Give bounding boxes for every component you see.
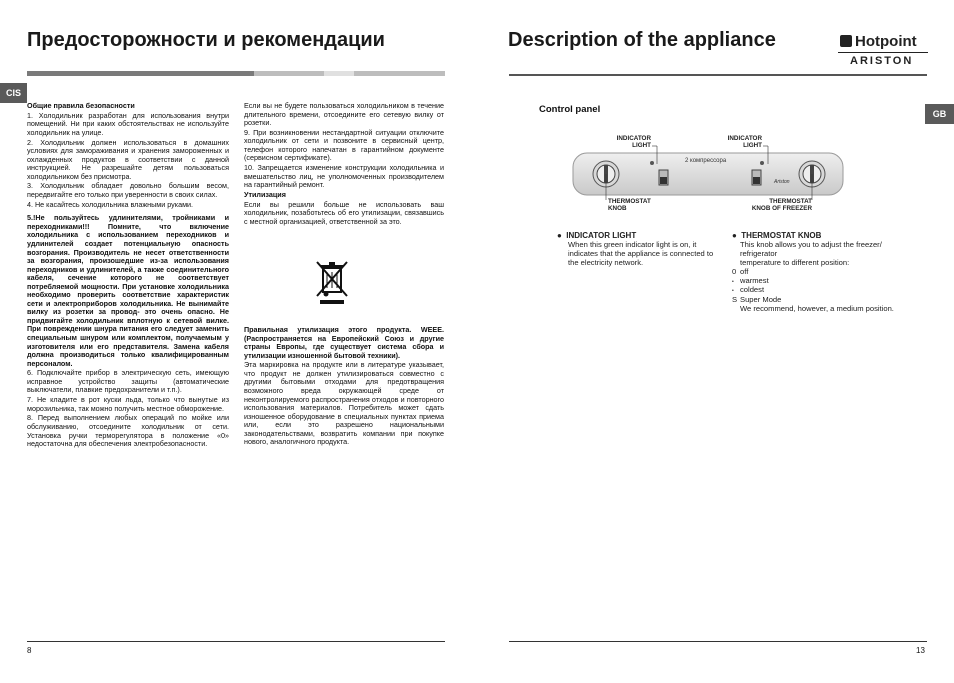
- safety-item-1: 1. Холодильник разработан для использования внутри помещений. Ни при каких обстоятельствах не используйте холодильник на улице.: [27, 110, 229, 137]
- thermostat-description: [732, 232, 932, 314]
- logo-brand: Hotpoint: [855, 33, 917, 50]
- cis-tab: CIS: [0, 83, 27, 103]
- safety-heading: Общие правила безопасности: [27, 101, 135, 110]
- option-row: 0 off: [732, 266, 749, 276]
- right-header-rule: [509, 74, 927, 76]
- option-row: • warmest: [732, 275, 769, 285]
- weee-section: [244, 326, 444, 448]
- left-page-title: Предосторожности и рекомендации: [27, 29, 385, 51]
- weee-bin-icon: [312, 258, 352, 306]
- gb-tab: GB: [925, 104, 954, 124]
- disposal-heading: Утилизация: [244, 190, 286, 200]
- indicator-description: [557, 232, 717, 268]
- thermostat-desc-line1: This knob allows you to adjust the freezer/: [740, 239, 882, 249]
- indicator-desc-text: When this green indicator light is on, it indicates that the appliance is connected to the electricity network.: [568, 239, 714, 267]
- right-page-title: Description of the appliance: [508, 29, 776, 51]
- safety-item-4: 4. Не касайтесь холодильника влажными руками.: [27, 199, 194, 209]
- safety-item-5: 5.!Не пользуйтесь удлинителями, тройниками и переходниками!!! Помните, что включение холодильника с использованием переходников и удлинителей создает потенциальную опасность возгорания. Производитель не несет ответственности за возгорания, произошедшие из-за использования переходников и удлинителей, а также соединительного кабеля, сечение которого не соответствует потребляемой мощности. При установке холодильника необходимо проверить соответствие характеристик сети и электроприборов холодильника. Не вынимайте вилку из розетки за провод- это очень опасно. Не придвигайте холодильник вплотную к сетевой вилке. При повреждении шнура питания его следует заменить специальным шнуром или комплектом, получаемым у изготовителя или его представителя. Замена кабеля должна производиться только квалифицированным персоналом.: [27, 213, 229, 368]
- bullet-icon: ●: [557, 231, 567, 240]
- label-indicator-left: INDICATOR LIGHT: [616, 135, 651, 150]
- left-page-number: 8: [27, 646, 32, 655]
- logo-sub: ARISTON: [850, 55, 914, 67]
- safety-column-2: [244, 102, 444, 228]
- safety-item-8: 8. Перед выполнением любых операций по мойке или обслуживанию, отсоедините холодильник от сети. Установка ручки терморегулятора в положение «0» недостаточна для обеспечения электробезопасности.: [27, 413, 229, 449]
- unplug-note: Если вы не будете пользоваться холодильником в течение длительного времени, отсоедините его сетевую вилку от розетки.: [244, 101, 444, 128]
- weee-text: Эта маркировка на продукте или в литературе указывает, что продукт не должен утилизироваться совместно с другими бытовыми отходами для предотвращения возможного вреда окружающей среде от неконтролируемого распространения отходов и повторного использования материалов. Потребитель может сдать изношенное оборудование в специальных пунктах приема или, если это разрешено национальными законодательствами, возвратить компании при покупке нового, аналогичного продукта.: [244, 360, 444, 447]
- thermostat-desc-line3: temperature to different position:: [740, 257, 850, 267]
- indicator-desc-title: ● INDICATOR LIGHT: [557, 231, 637, 240]
- bullet-icon: ●: [732, 231, 742, 240]
- left-footer-rule: [27, 641, 445, 642]
- hotpoint-logo-mark-icon: [840, 35, 852, 47]
- left-header-bar: [27, 71, 445, 76]
- control-panel-heading: Control panel: [539, 104, 601, 115]
- label-thermostat-right: THERMOSTAT KNOB OF FREEZER: [751, 198, 812, 213]
- option-row: • coldest: [732, 285, 765, 295]
- weee-heading: Правильная утилизация этого продукта. WEEE. (Распространяется на Европейский Союз и другие страны Европы, где существует система сбора и утилизации изношенной бытовой техники).: [244, 325, 444, 360]
- panel-brand-script: Ariston: [774, 179, 790, 185]
- hotpoint-logo: [838, 33, 928, 71]
- thermostat-desc-title: ● THERMOSTAT KNOB: [732, 231, 822, 240]
- right-footer-rule: [509, 641, 927, 642]
- right-page-number: 13: [916, 646, 925, 655]
- safety-item-7: 7. Не кладите в рот куски льда, только что вынутые из морозильника, так можно получить местное обморожение.: [27, 395, 229, 413]
- panel-compressor-text: 2 компрессора: [685, 158, 727, 164]
- safety-item-9: 9. При возникновении нестандартной ситуации отключите холодильник от сети и позвоните в сервисный центр, телефон которого напечатан в гарантийном документе (сервисном сертификате).: [244, 127, 444, 163]
- safety-item-2: 2. Холодильник должен использоваться в домашних условиях для замораживания и хранения замороженных и охлажденных продуктов в соответствии с данной инструкцией. Не разрешайте детям пользоваться холодильником без присмотра.: [27, 137, 229, 181]
- label-thermostat-left: THERMOSTAT KNOB: [608, 198, 651, 213]
- label-indicator-right: INDICATOR LIGHT: [727, 135, 762, 150]
- safety-item-3: 3. Холодильник обладает довольно большим весом, передвигайте его только при уверенности в своих силах.: [27, 181, 229, 200]
- thermostat-desc-line2: refrigerator: [740, 248, 778, 258]
- option-row: S Super Mode: [732, 295, 782, 305]
- disposal-text: Если вы решили больше не использовать ваш холодильник, позаботьтесь об его утилизации, связавшись с местной организацией, ответственной за это.: [244, 199, 444, 226]
- safety-item-10: 10. Запрещается изменение конструкции холодильника и вмешательство лиц, не уполномоченных производителем на гарантийный ремонт.: [244, 163, 444, 190]
- safety-item-6: 6. Подключайте прибор в электрическую сеть, имеющую исправное устройство защиты (автоматические выключатели, плавкие предохранители и т.п.).: [27, 368, 229, 395]
- thermostat-note: We recommend, however, a medium position.: [740, 304, 894, 314]
- safety-column: [27, 102, 229, 450]
